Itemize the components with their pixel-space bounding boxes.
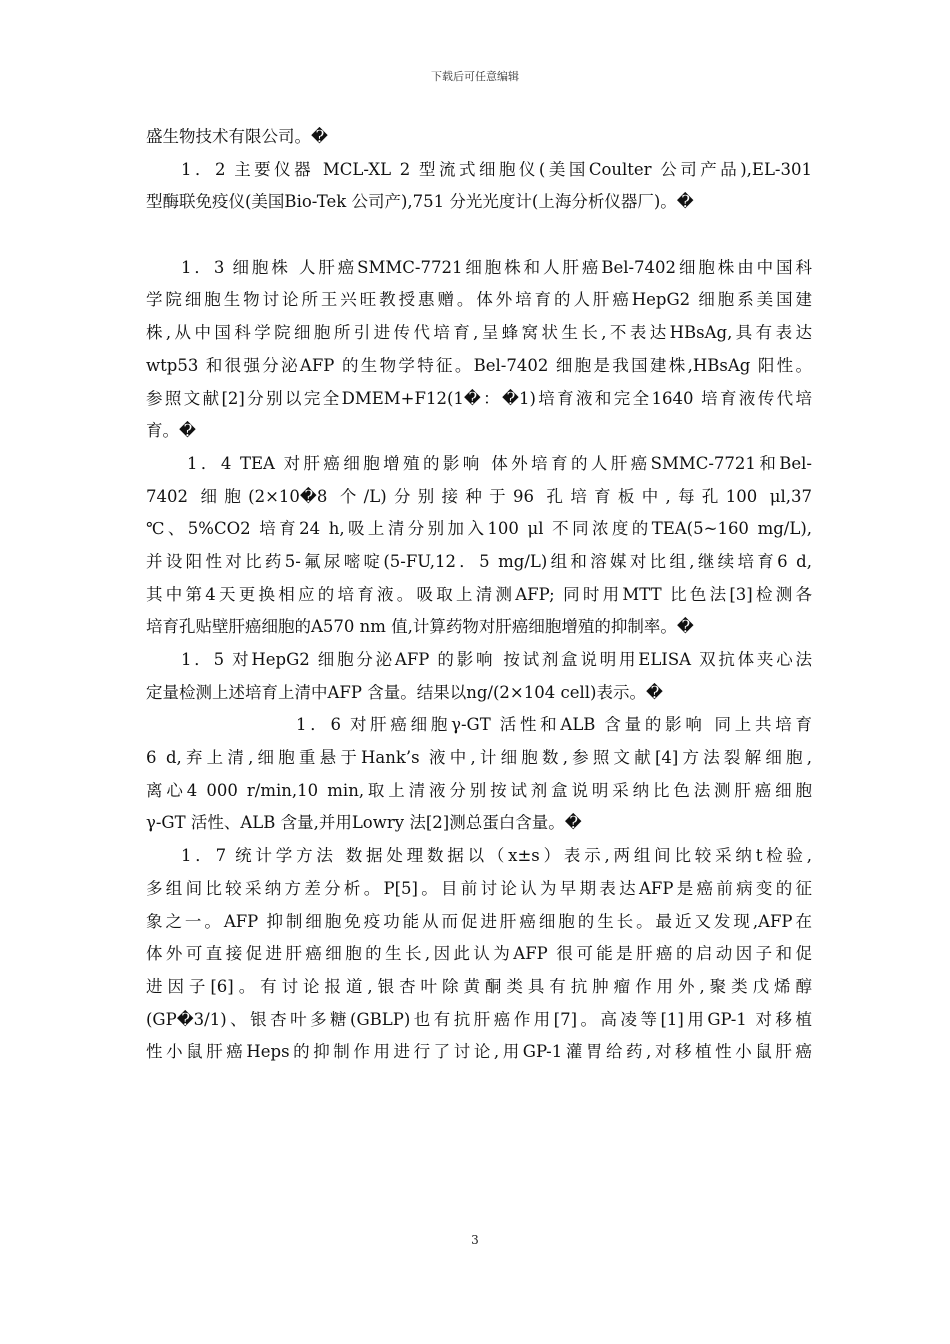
blank-line: [146, 219, 812, 252]
text-line: wtp53 和很强分泌AFP 的生物学特征。Bel-7402 细胞是我国建株,HBsAg 阳性。: [146, 355, 812, 375]
text-line: 进因子[6]。有讨论报道,银杏叶除黄酮类具有抗肿瘤作用外,聚类戊烯醇: [146, 976, 812, 996]
text-line: ℃、5%CO2 培育24 h,吸上清分别加入100 μl 不同浓度的TEA(5~160 mg/L),: [146, 519, 812, 539]
text-line: 1．5 对HepG2 细胞分泌AFP 的影响 按试剂盒说明用ELISA 双抗体夹心法: [181, 650, 812, 669]
text-line: 株,从中国科学院细胞所引进传代培育,呈蜂窝状生长,不表达HBsAg,具有表达: [146, 323, 812, 343]
text-line: 其中第4天更换相应的培育液。吸取上清测AFP; 同时用MTT 比色法[3]检测各: [146, 584, 812, 604]
body-text: [146, 121, 812, 1069]
text-line: 培育孔贴壁肝癌细胞的A570 nm 值,计算药物对肝癌细胞增殖的抑制率。�: [146, 617, 694, 637]
text-line: 1．2 主要仪器 MCL-XL 2 型流式细胞仪(美国Coulter 公司产品),EL-301: [181, 159, 812, 179]
text-line: 象之一。AFP 抑制细胞免疫功能从而促进肝癌细胞的生长。最近又发现,AFP在: [146, 911, 812, 931]
text-line: 多组间比较采纳方差分析。P[5]。目前讨论认为早期表达AFP是癌前病变的征: [146, 878, 812, 898]
text-line: 并设阳性对比药5-氟尿嘧啶(5-FU,12．5 mg/L)组和溶媒对比组,继续培育6 d,: [146, 551, 812, 571]
text-line: 育。�: [146, 421, 196, 441]
page-header: 下载后可任意编辑: [431, 70, 519, 83]
text-line: 学院细胞生物讨论所王兴旺教授惠赠。体外培育的人肝癌HepG2 细胞系美国建: [146, 290, 812, 310]
text-line: 1．3 细胞株 人肝癌SMMC-7721细胞株和人肝癌Bel-7402细胞株由中国科: [181, 257, 812, 277]
text-line: 型酶联免疫仪(美国Bio-Tek 公司产),751 分光光度计(上海分析仪器厂)。�: [146, 192, 694, 212]
text-line: 体外可直接促进肝癌细胞的生长,因此认为AFP 很可能是肝癌的启动因子和促: [146, 944, 812, 964]
text-line: 性小鼠肝癌Heps的抑制作用进行了讨论,用GP-1灌胃给药,对移植性小鼠肝癌: [146, 1042, 812, 1062]
text-line: 7402 细胞(2×10�8 个/L)分别接种于96 孔培育板中,每孔100 μl,37: [146, 486, 812, 506]
text-line: 6 d,弃上清,细胞重悬于Hank’s 液中,计细胞数,参照文献[4]方法裂解细胞,: [146, 748, 812, 768]
text-line: 离心4 000 r/min,10 min,取上清液分别按试剂盒说明采纳比色法测肝癌细胞: [146, 780, 812, 800]
text-line: 盛生物技术有限公司。�: [146, 127, 328, 146]
text-line: 1．6 对肝癌细胞γ-GT 活性和ALB 含量的影响 同上共培育: [296, 715, 812, 735]
text-line: 定量检测上述培育上清中AFP 含量。结果以ng/(2×104 cell)表示。�: [146, 682, 663, 702]
text-line: 参照文献[2]分别以完全DMEM+F12(1�：�1)培育液和完全1640 培育液传代培: [146, 388, 812, 408]
page-number: 3: [471, 1233, 479, 1247]
text-line: 1．4 TEA 对肝癌细胞增殖的影响 体外培育的人肝癌SMMC-7721和Bel-: [187, 453, 812, 473]
text-line: γ-GT 活性、ALB 含量,并用Lowry 法[2]测总蛋白含量。�: [146, 813, 582, 833]
text-line: 1．7 统计学方法 数据处理数据以（x±s）表示,两组间比较采纳t检验,: [181, 846, 812, 866]
text-line: (GP�3/1)、银杏叶多糖(GBLP)也有抗肝癌作用[7]。高凌等[1]用GP-1 对移植: [146, 1009, 812, 1029]
